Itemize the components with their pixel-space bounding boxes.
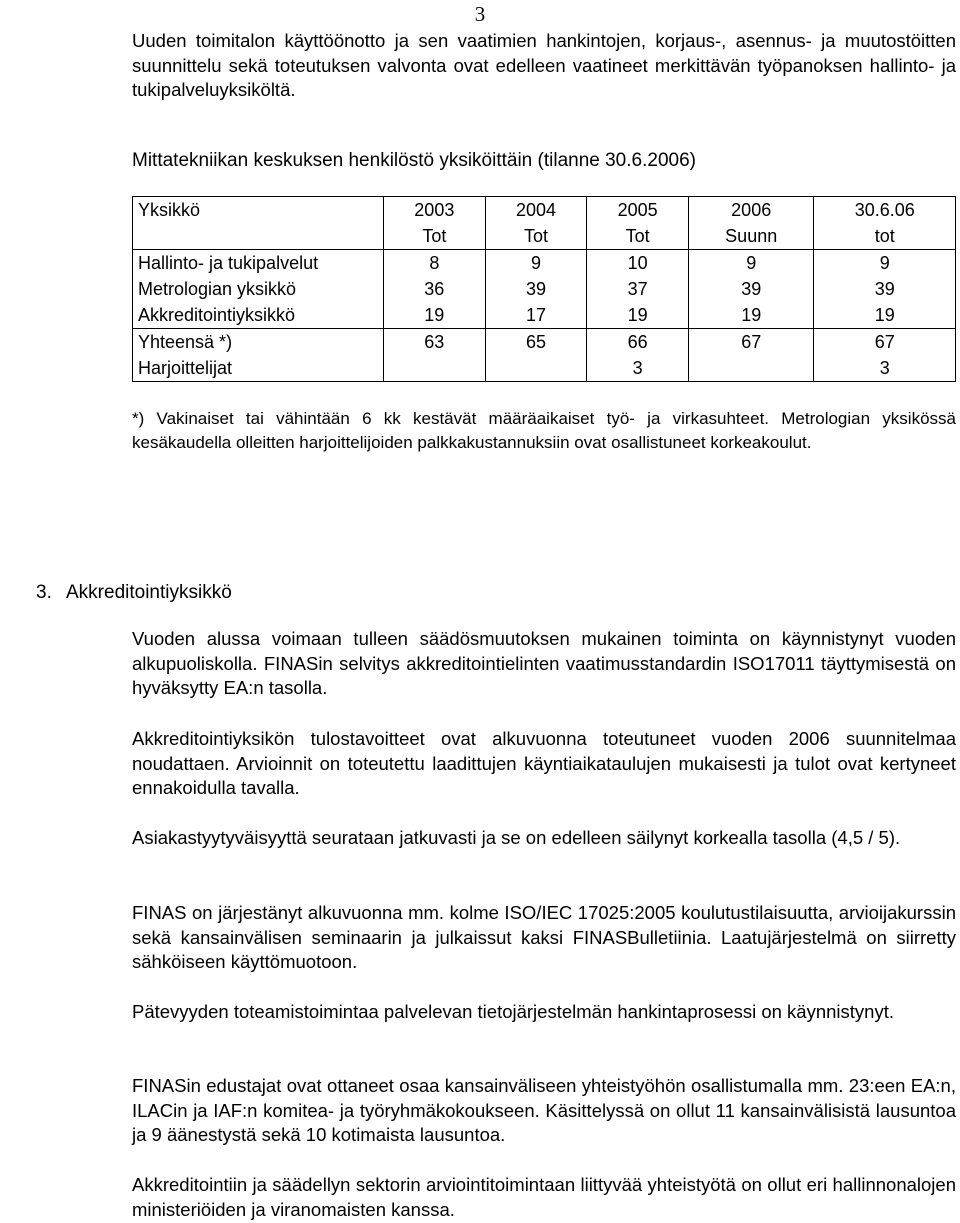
cell-value: 10: [587, 250, 689, 277]
body-paragraph: FINAS on järjestänyt alkuvuonna mm. kolme ISO/IEC 17025:2005 koulutustilaisuutta, arvioijakurssin sekä kansainvälisen seminaarin ja julkaissut kaksi FINASBulletiinia. Laatujärjestelmä on siirretty sähköiseen käyttömuotoon.: [132, 902, 956, 972]
cell-value: 36: [384, 276, 486, 302]
staff-table: [132, 196, 956, 382]
header-cell-2004: 2004: [485, 197, 587, 224]
header-row-types: [133, 223, 956, 250]
cell-value: [485, 355, 587, 382]
body-paragraph: Akkreditointiyksikön tulostavoitteet ovat alkuvuonna toteutuneet vuoden 2006 suunnitelmaa noudattaen. Arvioinnit on toteutettu laadittujen käyntiaikataulujen mukaisesti ja tulot ovat kertyneet ennakoidulla tavalla.: [132, 728, 956, 798]
header-cell-2003: 2003: [384, 197, 486, 224]
cell-value: 19: [384, 302, 486, 329]
table-row: [133, 276, 956, 302]
cell-value: 9: [814, 250, 956, 277]
cell-value: 9: [688, 250, 814, 277]
body-paragraph: Asiakastyytyväisyyttä seurataan jatkuvasti ja se on edelleen säilynyt korkealla tasolla (4,5 / 5).: [132, 827, 901, 848]
row-label: Akkreditointiyksikkö: [133, 302, 384, 329]
cell-value: 66: [587, 329, 689, 356]
cell-value: [688, 355, 814, 382]
cell-value: 39: [485, 276, 587, 302]
row-label: Yhteensä *): [133, 329, 384, 356]
header-cell-blank: [133, 223, 384, 250]
table-footnote: *) Vakinaiset tai vähintään 6 kk kestävät määräaikaiset työ- ja virkasuhteet. Metrologian yksikössä kesäkaudella olleitten harjoittelijoiden palkkakustannuksiin ovat osallistuneet korkeakoulut.: [132, 409, 956, 452]
body-paragraph: Pätevyyden toteamistoimintaa palvelevan tietojärjestelmän hankintaprosessi on käynnistynyt.: [132, 1001, 894, 1022]
header-cell-suunn-2006: Suunn: [688, 223, 814, 250]
cell-value: 39: [688, 276, 814, 302]
header-cell-tot-300606: tot: [814, 223, 956, 250]
header-cell-tot-2003: Tot: [384, 223, 486, 250]
total-rows: [133, 329, 956, 382]
cell-value: 3: [587, 355, 689, 382]
section-title: Akkreditointiyksikkö: [66, 582, 232, 603]
table-row: [133, 302, 956, 329]
cell-value: 39: [814, 276, 956, 302]
row-label: Harjoittelijat: [133, 355, 384, 382]
table-row: [133, 329, 956, 356]
cell-value: 19: [814, 302, 956, 329]
cell-value: 9: [485, 250, 587, 277]
page-number: 3: [474, 2, 486, 26]
header-cell-2005: 2005: [587, 197, 689, 224]
table-row: [133, 250, 956, 277]
section-heading: [36, 580, 232, 606]
body-paragraph: Vuoden alussa voimaan tulleen säädösmuutoksen mukainen toiminta on käynnistynyt vuoden alkupuoliskolla. FINASin selvitys akkreditointielinten vaatimusstandardin ISO17011 täyttymisestä on hyväksytty EA:n tasolla.: [132, 628, 956, 698]
cell-value: 63: [384, 329, 486, 356]
table-header: [133, 197, 956, 250]
header-cell-unit: Yksikkö: [133, 197, 384, 224]
header-cell-2006: 2006: [688, 197, 814, 224]
row-label: Hallinto- ja tukipalvelut: [133, 250, 384, 277]
table-row: [133, 355, 956, 382]
intro-paragraph: Uuden toimitalon käyttöönotto ja sen vaatimien hankintojen, korjaus-, asennus- ja muutostöitten suunnittelu sekä toteutuksen valvonta ovat edelleen vaatineet merkittävän työpanoksen hallinto- ja tukipalveluyksiköltä.: [132, 30, 956, 100]
row-label: Metrologian yksikkö: [133, 276, 384, 302]
header-row-years: [133, 197, 956, 224]
cell-value: 67: [814, 329, 956, 356]
section-number: 3.: [36, 582, 52, 603]
body-paragraph: FINASin edustajat ovat ottaneet osaa kansainväliseen yhteistyöhön osallistumalla mm. 23:een EA:n, ILACin ja IAF:n komitea- ja työryhmäkokoukseen. Käsittelyssä on ollut 11 kansainvälisistä lausuntoa ja 9 äänestystä sekä 10 kotimaista lausuntoa.: [132, 1075, 956, 1145]
cell-value: 37: [587, 276, 689, 302]
body-paragraph: Akkreditointiin ja säädellyn sektorin arviointitoimintaan liittyvää yhteistyötä on ollut eri hallinnonalojen ministeriöiden ja viranomaisten kanssa.: [132, 1174, 956, 1220]
cell-value: [384, 355, 486, 382]
table-caption: Mittatekniikan keskuksen henkilöstö yksiköittäin (tilanne 30.6.2006): [132, 150, 696, 171]
cell-value: 3: [814, 355, 956, 382]
cell-value: 19: [587, 302, 689, 329]
cell-value: 8: [384, 250, 486, 277]
unit-rows: [133, 250, 956, 329]
header-cell-tot-2005: Tot: [587, 223, 689, 250]
cell-value: 65: [485, 329, 587, 356]
header-cell-300606: 30.6.06: [814, 197, 956, 224]
cell-value: 17: [485, 302, 587, 329]
header-cell-tot-2004: Tot: [485, 223, 587, 250]
cell-value: 67: [688, 329, 814, 356]
cell-value: 19: [688, 302, 814, 329]
